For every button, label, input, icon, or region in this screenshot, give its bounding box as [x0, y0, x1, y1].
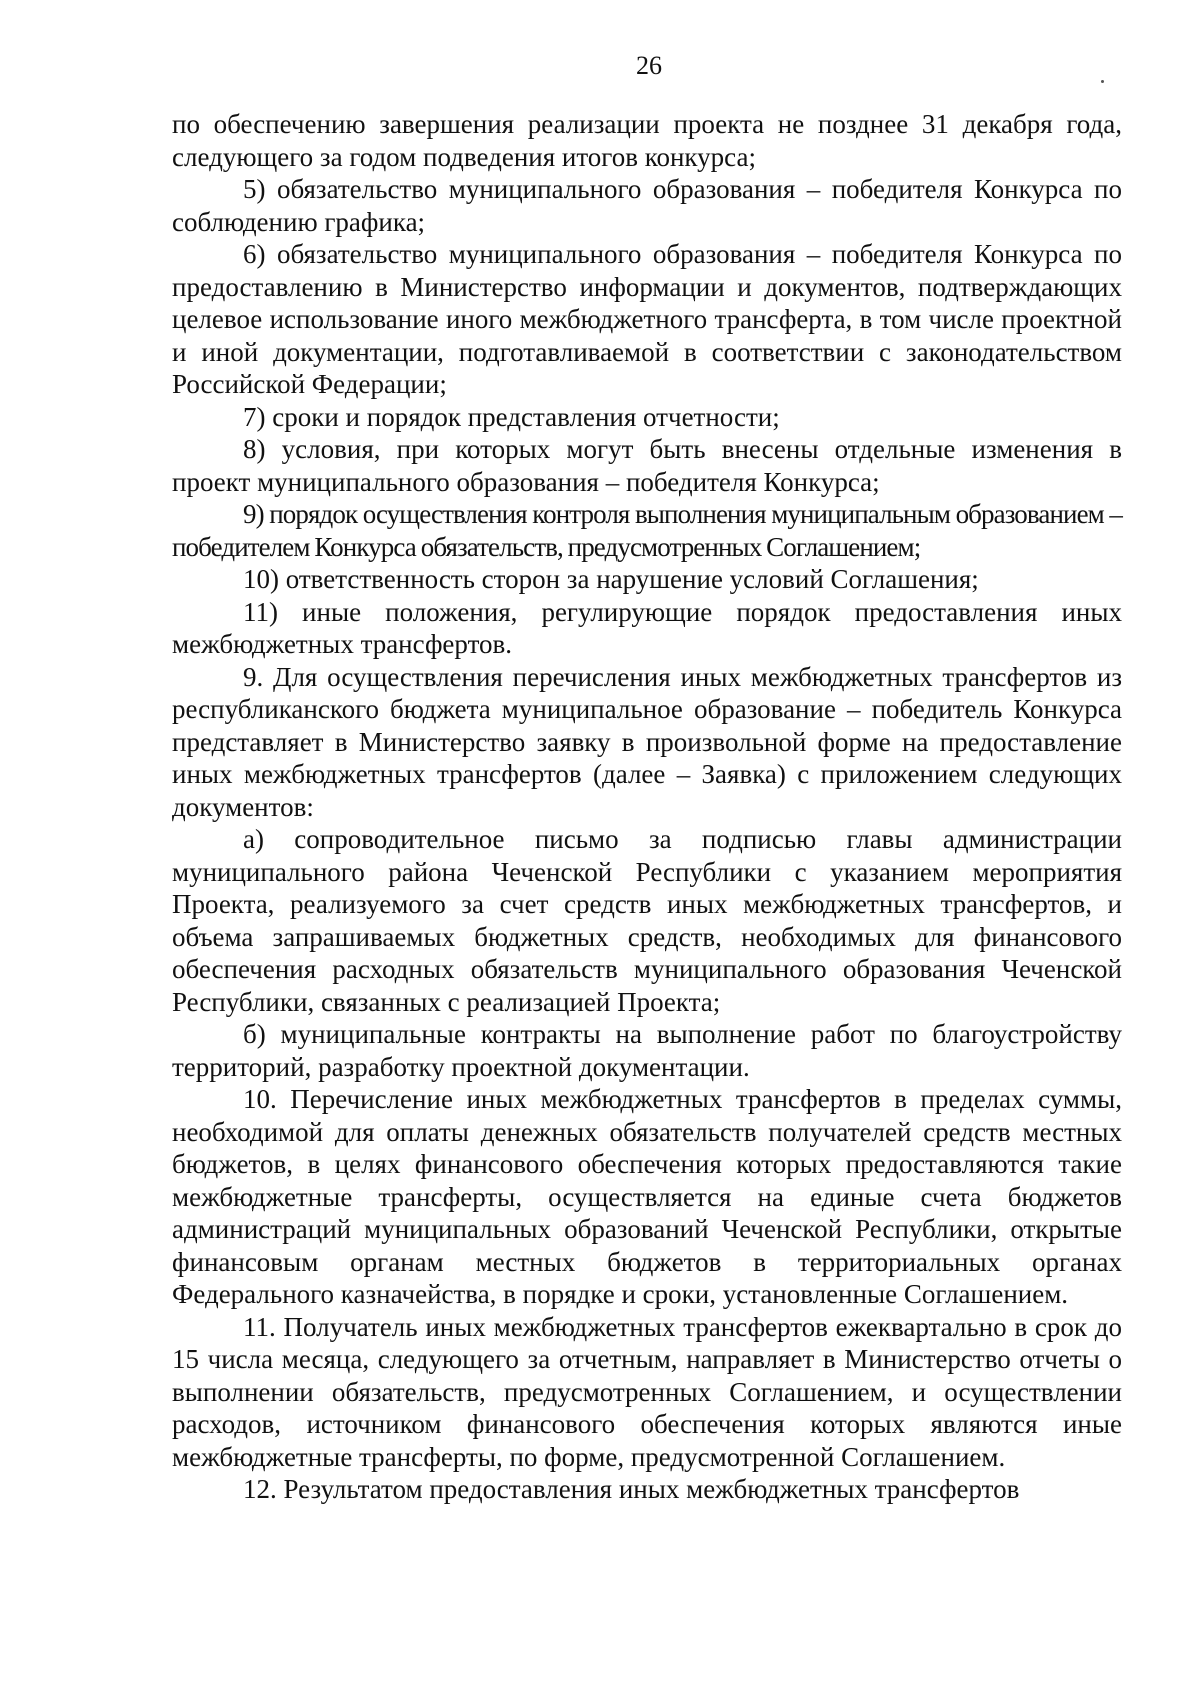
subitem-a: а) сопроводительное письмо за подписью главы администрации муниципального района Чеченской Республики с указанием мероприятия Проекта, реализуемого за счет средств иных межбюджетных трансфертов, и объема запрашиваемых бюджетных средств, необходимых для финансового обеспечения расходных обязательств муниципального образования Чеченской Республики, связанных с реализацией Проекта;: [172, 824, 1122, 1017]
scan-dot-mark: [1101, 80, 1104, 83]
list-item-10: 10) ответственность сторон за нарушение условий Соглашения;: [243, 564, 979, 594]
list-item-8: 8) условия, при которых могут быть внесены отдельные изменения в проект муниципального образования – победителя Конкурса;: [172, 434, 1122, 497]
section-12-paragraph: 12. Результатом предоставления иных межбюджетных трансфертов: [243, 1474, 1020, 1504]
page-number: 26: [636, 51, 662, 80]
list-item-11: 11) иные положения, регулирующие порядок предоставления иных межбюджетных трансфертов.: [172, 596, 1122, 659]
section-9-paragraph: 9. Для осуществления перечисления иных межбюджетных трансфертов из республиканского бюджета муниципальное образование – победитель Конкурса представляет в Министерство заявку в произвольной форме на предоставление иных межбюджетных трансфертов (далее – Заявка) с приложением следующих документов:: [172, 661, 1122, 822]
list-item-5: 5) обязательство муниципального образования – победителя Конкурса по соблюдению графика;: [172, 174, 1122, 237]
paragraph-continuation: по обеспечению завершения реализации проекта не позднее 31 декабря года, следующего за годом подведения итогов конкурса;: [172, 109, 1122, 172]
list-item-9: 9) порядок осуществления контроля выполнения муниципальным образованием – победителем Конкурса обязательств, предусмотренных Соглашением;: [172, 499, 1122, 562]
list-item-6: 6) обязательство муниципального образования – победителя Конкурса по предоставлению в Министерство информации и документов, подтверждающих целевое использование иного межбюджетного трансферта, в том числе проектной и иной документации, подготавливаемой в соответствии с законодательством Российской Федерации;: [172, 239, 1122, 399]
list-item-7: 7) сроки и порядок представления отчетности;: [243, 401, 780, 432]
subitem-b: б) муниципальные контракты на выполнение работ по благоустройству территорий, разработку проектной документации.: [172, 1019, 1122, 1082]
document-body: [172, 108, 1122, 1506]
section-10-paragraph: 10. Перечисление иных межбюджетных трансфертов в пределах суммы, необходимой для оплаты денежных обязательств получателей средств местных бюджетов, в целях финансового обеспечения которых предоставляются такие межбюджетные трансферты, осуществляется на единые счета бюджетов администраций муниципальных образований Чеченской Республики, открытые финансовым органам местных бюджетов в территориальных органах Федерального казначейства, в порядке и сроки, установленные Соглашением.: [172, 1084, 1122, 1309]
section-11-paragraph: 11. Получатель иных межбюджетных трансфертов ежеквартально в срок до 15 числа месяца, следующего за отчетным, направляет в Министерство отчеты о выполнении обязательств, предусмотренных Соглашением, и осуществлении расходов, источником финансового обеспечения которых являются иные межбюджетные трансферты, по форме, предусмотренной Соглашением.: [172, 1311, 1122, 1472]
